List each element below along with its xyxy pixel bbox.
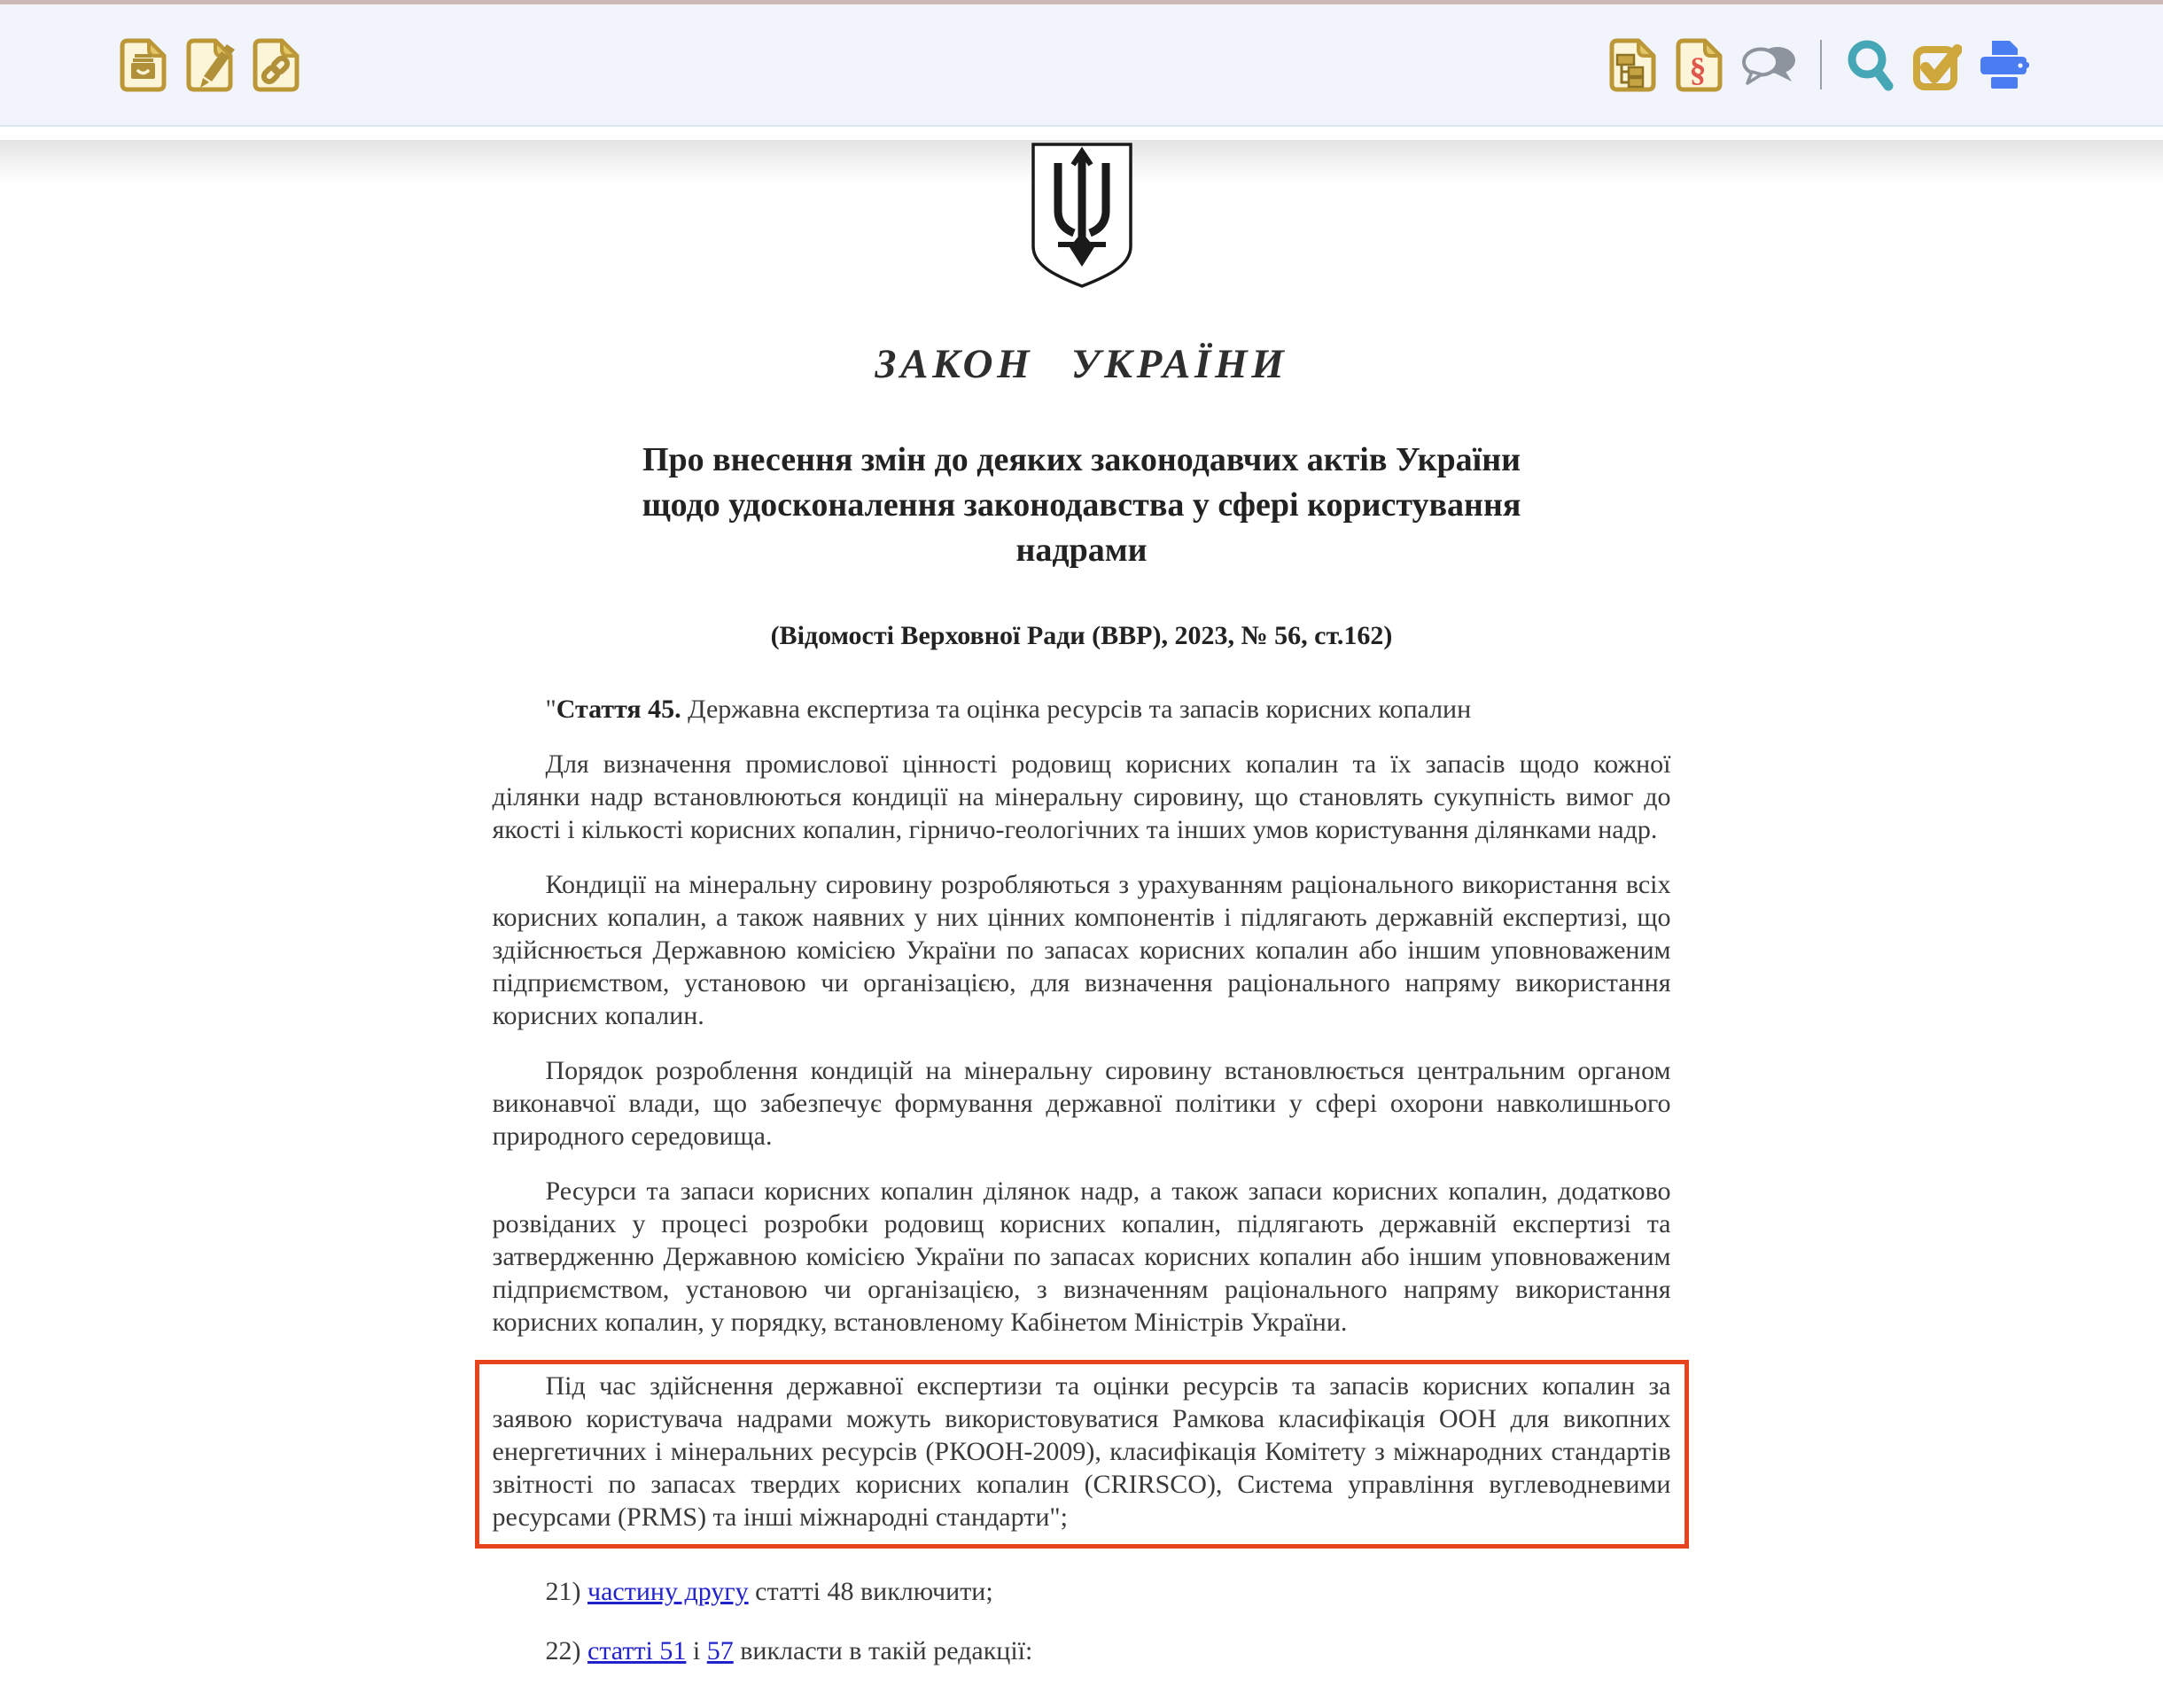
paragraph: Ресурси та запаси корисних копалин ділянок надр, а також запаси корисних копалин, додатково розвіданих у процесі розробки родовищ корисних копалин, підлягають державній експертизі та затвердженню Державною комісією України по запасах корисних копалин або іншим уповноваженим підприємством, установою чи організацією, з визначенням раціонального напряму використання корисних копалин, у порядку, встановленому Кабінетом Міністрів України. <box>492 1176 1671 1337</box>
paragraph: Кондиції на мінеральну сировину розробляються з урахуванням раціонального використання всіх корисних копалин, а також наявних у них цінних компонентів і підлягають державній експертизі, що здійснюється Державною комісією України по запасах корисних копалин або іншим уповноваженим підприємством, установою чи організацією, для визначення раціонального напряму використання корисних копалин. <box>492 869 1671 1030</box>
document-structure-button[interactable] <box>1607 37 1658 93</box>
highlighted-paragraph: Під час здійснення державної експертизи та оцінки ресурсів та запасів корисних копалин за заявою користувача надрами можуть використовуватися Рамкова класифікація ООН для викопних енергетичних і мінеральних ресурсів (РКООН-2009), класифікація Комітету з міжнародних стандартів звітності по запасах твердих корисних копалин (CRIRSCO), Система управління вуглеводневими ресурсами (PRMS) та інші міжнародні стандарти"; <box>492 1370 1671 1532</box>
print-button[interactable] <box>1978 38 2031 91</box>
law-title <box>493 438 1671 573</box>
document-structure-icon <box>1607 37 1658 93</box>
amendment-item-22 <box>493 1634 1671 1667</box>
law-title-line: Про внесення змін до деяких законодавчих актів України <box>642 440 1521 478</box>
link-chastynu-druhu[interactable]: частину другу <box>587 1576 749 1606</box>
toolbar <box>0 4 2163 127</box>
document-archive-icon <box>118 37 168 93</box>
article-number: Стаття 45. <box>556 694 681 724</box>
comments-icon <box>1740 39 1797 90</box>
item-number: 21) <box>545 1576 587 1606</box>
document-paragraph-icon <box>1674 37 1724 93</box>
link-stattia-57[interactable]: 57 <box>706 1635 734 1665</box>
document-edit-button[interactable] <box>184 37 235 93</box>
toolbar-left-group <box>118 37 301 93</box>
item-number: 22) <box>545 1635 587 1665</box>
article-quote: " <box>545 694 556 724</box>
comments-button[interactable] <box>1740 39 1797 90</box>
document-edit-icon <box>184 37 235 93</box>
toolbar-right-group <box>1607 37 2031 93</box>
document-body <box>493 140 1671 1667</box>
document-link-icon <box>251 37 301 93</box>
document-archive-button[interactable] <box>118 37 168 93</box>
vidomosti-reference: (Відомості Верховної Ради (ВВР), 2023, № 56, ст.162) <box>770 620 1393 650</box>
document-paragraph-button[interactable] <box>1674 37 1724 93</box>
svg-text:§: § <box>1689 50 1707 89</box>
item-text: статті 48 виключити; <box>748 1576 993 1606</box>
coat-of-arms-emblem <box>1027 140 1137 291</box>
amendment-item-21 <box>493 1575 1671 1608</box>
toolbar-divider <box>1820 40 1822 89</box>
check-validity-button[interactable] <box>1912 38 1962 91</box>
paragraph: Для визначення промислової цінності родовищ корисних копалин та їх запасів щодо кожної ділянки надр встановлюються кондиції на мінеральну сировину, що становлять сукупність вимог до якості і кількості корисних копалин, гірничо-геологічних та інших умов користування ділянками надр. <box>492 749 1671 844</box>
law-title-line: надрами <box>1015 531 1148 569</box>
article-heading <box>493 693 1671 726</box>
link-stattia-51[interactable]: статті 51 <box>587 1635 687 1665</box>
search-button[interactable] <box>1845 37 1896 92</box>
document-link-button[interactable] <box>251 37 301 93</box>
item-text: викласти в такій редакції: <box>733 1635 1033 1665</box>
law-kicker: ЗАКОН УКРАЇНИ <box>875 341 1288 387</box>
article-title: Державна експертиза та оцінка ресурсів та запасів корисних копалин <box>681 694 1472 724</box>
checkbox-icon <box>1912 38 1962 91</box>
item-text: і <box>686 1635 707 1665</box>
print-icon <box>1978 38 2031 91</box>
document-page <box>0 140 2163 1708</box>
law-title-line: щодо удосконалення законодавства у сфері користування <box>642 485 1521 524</box>
paragraph: Порядок розроблення кондицій на мінеральну сировину встановлюється центральним органом виконавчої влади, що забезпечує формування державної політики у сфері охорони навколишнього природного середовища. <box>492 1055 1671 1151</box>
search-icon <box>1845 37 1896 92</box>
highlighted-clause-box <box>475 1360 1689 1549</box>
